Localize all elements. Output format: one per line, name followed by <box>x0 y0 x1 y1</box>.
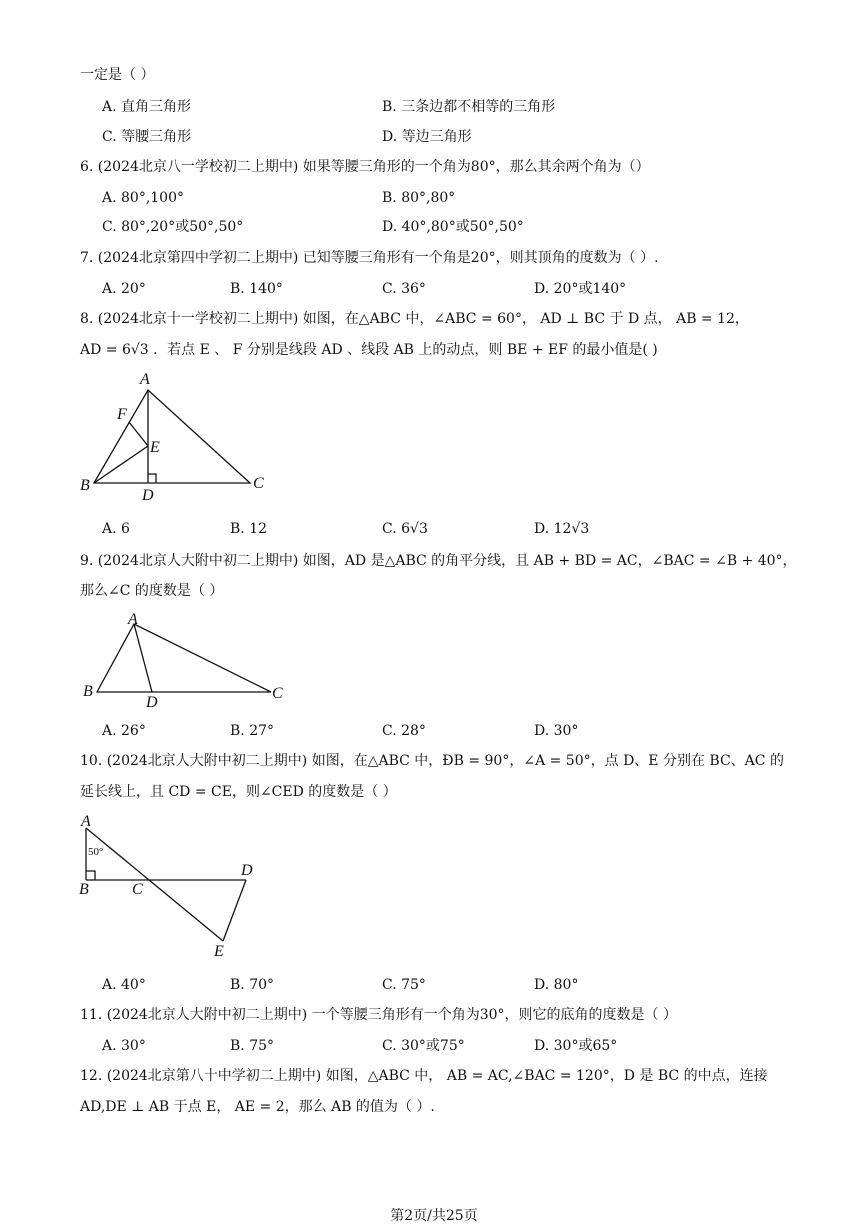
q9-stem-line1: 9. (2024北京人大附中初二上期中) 如图，AD 是△ABC 的角平分线，且 AB + BD = AC，∠BAC = ∠B + 40°， <box>80 553 797 569</box>
q10-label-a: A <box>81 813 91 830</box>
q12-stem-line2: AD,DE ⊥ AB 于点 E， AE = 2，那么 AB 的值为（ ）. <box>80 1099 435 1115</box>
q8-label-c: C <box>253 475 264 492</box>
q8-label-f: F <box>117 406 127 423</box>
q8-label-b: B <box>80 477 90 494</box>
q9-label-b: B <box>83 683 93 700</box>
q8-label-e: E <box>150 439 160 456</box>
page-footer: 第2页/共25页 <box>390 1208 478 1224</box>
q8-option-c: C. 6√3 <box>382 521 428 537</box>
q5-stem-tail: 一定是（ ） <box>80 67 155 83</box>
q8-stem-line2: AD = 6√3 ．若点 E 、 F 分别是线段 AD 、线段 AB 上的动点，则 BE + EF 的最小值是( ) <box>80 342 658 358</box>
q8-triangle-abc <box>94 390 250 483</box>
q10-label-d: D <box>241 862 253 879</box>
q5-option-c: C. 等腰三角形 <box>102 129 192 145</box>
q11-option-d: D. 30°或65° <box>534 1038 618 1054</box>
q10-stem-line2: 延长线上，且 CD = CE，则∠CED 的度数是（ ） <box>80 784 397 800</box>
q6-option-d: D. 40°,80°或50°,50° <box>382 219 524 235</box>
q9-label-c: C <box>272 685 283 702</box>
q9-stem-line2: 那么∠C 的度数是（ ） <box>80 583 224 599</box>
q10-option-a: A. 40° <box>102 977 146 993</box>
q10-triangle-figure <box>75 808 275 963</box>
q10-label-c: C <box>132 881 143 898</box>
q10-option-d: D. 80° <box>534 977 579 993</box>
q11-option-b: B. 75° <box>230 1038 275 1054</box>
q10-stem-line1: 10. (2024北京人大附中初二上期中) 如图，在△ABC 中，ÐB = 90°，∠A = 50°，点 D、E 分别在 BC、AC 的 <box>80 753 784 769</box>
q5-option-a: A. 直角三角形 <box>102 99 192 115</box>
q8-stem-line1: 8. (2024北京十一学校初二上期中) 如图，在△ABC 中，∠ABC = 60°， AD ⊥ BC 于 D 点， AB = 12， <box>80 311 749 327</box>
q8-triangle-figure <box>70 368 290 503</box>
q9-label-a: A <box>128 611 138 628</box>
q9-option-d: D. 30° <box>534 723 579 739</box>
q9-bisector-ad <box>134 624 152 692</box>
q8-option-d: D. 12√3 <box>534 521 590 537</box>
q8-label-d: D <box>142 487 154 504</box>
q8-segment-fe <box>129 422 148 446</box>
q11-option-c: C. 30°或75° <box>382 1038 465 1054</box>
q6-option-b: B. 80°,80° <box>382 190 456 206</box>
q9-triangle-abc <box>97 624 271 692</box>
q8-segment-be <box>94 446 148 483</box>
q6-option-c: C. 80°,20°或50°,50° <box>102 219 244 235</box>
q11-option-a: A. 30° <box>102 1038 146 1054</box>
q8-label-a: A <box>140 371 150 388</box>
q7-option-a: A. 20° <box>102 281 146 297</box>
q11-stem: 11. (2024北京人大附中初二上期中) 一个等腰三角形有一个角为30°，则它的底角的度数是（ ） <box>80 1007 677 1023</box>
q7-option-c: C. 36° <box>382 281 426 297</box>
q7-option-d: D. 20°或140° <box>534 281 627 297</box>
q10-right-angle-mark <box>86 871 95 880</box>
q8-option-a: A. 6 <box>102 521 130 537</box>
q10-label-b: B <box>79 881 89 898</box>
q6-stem: 6. (2024北京八一学校初二上期中) 如果等腰三角形的一个角为80°，那么其余两个角为（） <box>80 159 650 175</box>
q7-stem: 7. (2024北京第四中学初二上期中) 已知等腰三角形有一个角是20°，则其顶角的度数为（ ）. <box>80 250 659 266</box>
q8-option-b: B. 12 <box>230 521 268 537</box>
q9-option-c: C. 28° <box>382 723 426 739</box>
q9-option-a: A. 26° <box>102 723 146 739</box>
q10-line-ae <box>86 828 223 941</box>
q7-option-b: B. 140° <box>230 281 283 297</box>
q5-option-d: D. 等边三角形 <box>382 129 472 145</box>
q12-stem-line1: 12. (2024北京第八十中学初二上期中) 如图，△ABC 中， AB = AC,∠BAC = 120°，D 是 BC 的中点，连接 <box>80 1068 768 1084</box>
q10-option-b: B. 70° <box>230 977 275 993</box>
q8-right-angle-mark <box>148 474 156 483</box>
q10-option-c: C. 75° <box>382 977 426 993</box>
q10-label-e: E <box>214 943 224 960</box>
q9-triangle-figure <box>75 608 295 711</box>
q9-option-b: B. 27° <box>230 723 275 739</box>
q10-angle-label: 50° <box>88 846 104 858</box>
q5-option-b: B. 三条边都不相等的三角形 <box>382 99 556 115</box>
q6-option-a: A. 80°,100° <box>102 190 184 206</box>
q10-segment-de <box>223 880 246 941</box>
q9-label-d: D <box>146 694 158 711</box>
